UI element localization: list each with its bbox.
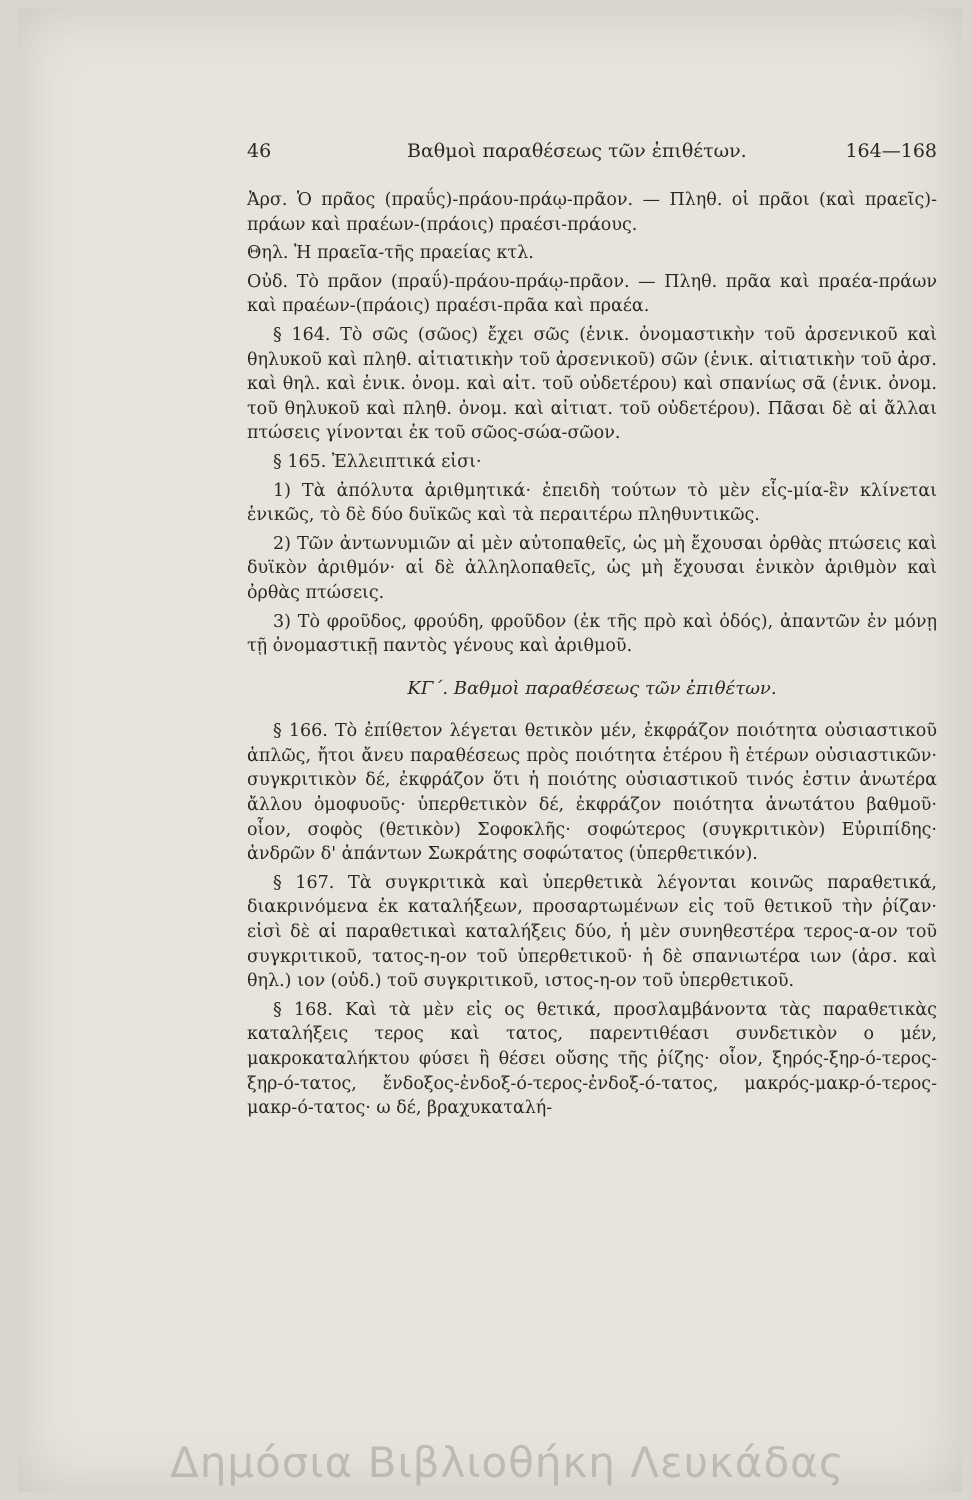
page-header [247,140,937,176]
paragraph-section-168: § 168. Καὶ τὰ μὲν εἰς ος θετικά, προσλαμβάνοντα τὰς παραθετικὰς καταλήξεις τερος καὶ τατος, παρεντιθέασι συνδετικὸν ο μέν, μακροκαταλήκτου φύσει ἢ θέσει οὔσης τῆς ῥίζης· οἷον, ξηρός-ξηρ-ό-τερος-ξηρ-ό-τατος, ἔνδοξος-ἐνδοξ-ό-τερος-ἐνδοξ-ό-τατος, μακρός-μακρ-ό-τερος-μακρ-ό-τατος· ω δέ, βραχυκαταλή- [247,999,937,1119]
running-title: Βαθμοὶ παραθέσεως τῶν ἐπιθέτων. [407,140,747,162]
paragraph-section-165: § 165. Ἐλλειπτικά εἰσι· [273,451,482,472]
page-number: 46 [247,140,272,162]
paragraph-section-164: § 164. Τὸ σῶς (σῶος) ἔχει σῶς (ἑνικ. ὀνομαστικὴν τοῦ ἀρσενικοῦ καὶ θηλυκοῦ καὶ πληθ. αἰτιατικὴν τοῦ ἀρσενικοῦ) σῶν (ἑνικ. αἰτιατικὴν τοῦ ἀρσ. καὶ θηλ. καὶ ἑνικ. ὀνομ. καὶ αἰτ. τοῦ οὐδετέρου) καὶ σπανίως σᾶ (ἑνικ. ὀνομ. τοῦ θηλυκοῦ καὶ πληθ. ὀνομ. καὶ αἰτιατ. τοῦ οὐδετέρου). Πᾶσαι δὲ αἱ ἄλλαι πτώσεις γίνονται ἐκ τοῦ σῶος-σώα-σῶον. [247,324,937,444]
paragraph-feminine-forms: Θηλ. Ἡ πραεῖα-τῆς πραείας κτλ. [247,243,534,264]
paragraph-165-item-2: 2) Τῶν ἀντωνυμιῶν αἱ μὲν αὐτοπαθεῖς, ὡς μὴ ἔχουσαι ὀρθὰς πτώσεις καὶ δυϊκὸν ἀριθμόν· αἱ δὲ ἀλληλοπαθεῖς, ὡς μὴ ἔχουσαι ἑνικὸν ἀριθμὸν καὶ ὀρθὰς πτώσεις. [247,533,937,603]
paragraph-section-167: § 167. Τὰ συγκριτικὰ καὶ ὑπερθετικὰ λέγονται κοινῶς παραθετικά, διακρινόμενα ἐκ καταλήξεων, προσαρτωμένων εἰς τοῦ θετικοῦ τὴν ῥίζαν· εἰσὶ δὲ αἱ παραθετικαὶ καταλήξεις δύο, ἡ μὲν συνηθεστέρα τερος-α-ον τοῦ συγκριτικοῦ, τατος-η-ον τοῦ ὑπερθετικοῦ· ἡ δὲ σπανιωτέρα ιων (ἀρσ. καὶ θηλ.) ιον (οὐδ.) τοῦ συγκριτικοῦ, ιστος-η-ον τοῦ ὑπερθετικοῦ. [247,872,937,992]
chapter-subheading: ΚΓ΄. Βαθμοὶ παραθέσεως τῶν ἐπιθέτων. [407,677,777,699]
paragraph-masculine-forms: Ἀρσ. Ὁ πρᾶος (πραΰς)-πράου-πράῳ-πρᾶον. — Πληθ. οἱ πρᾶοι (καὶ πραεῖς)-πράων καὶ πραέων-(πράοις) πραέσι-πράους. [247,190,937,235]
section-range: 164—168 [845,140,937,162]
paragraph-165-item-3: 3) Τὸ φροῦδος, φρούδη, φροῦδον (ἐκ τῆς πρὸ καὶ ὁδός), ἀπαντῶν ἐν μόνῃ τῇ ὀνομαστικῇ παντὸς γένους καὶ ἀριθμοῦ. [247,611,937,657]
paragraph-section-166: § 166. Τὸ ἐπίθετον λέγεται θετικὸν μέν, ἐκφράζον ποιότητα οὐσιαστικοῦ ἁπλῶς, ἤτοι ἄνευ παραθέσεως πρὸς ποιότητα ἑτέρου ἢ ἑτέρων οὐσιαστικῶν· συγκριτικὸν δέ, ἐκφράζον ὅτι ἡ ποιότης οὐσιαστικοῦ τινός ἐστιν ἀνωτέρα ἄλλου ὁμοφυοῦς· ὑπερθετικὸν δέ, ἐκφράζον ποιότητα ἀνωτάτου βαθμοῦ· οἷον, σοφὸς (θετικὸν) Σοφοκλῆς· σοφώτερος (συγκριτικὸν) Εὐριπίδης· ἀνδρῶν δ' ἁπάντων Σωκράτης σοφώτατος (ὑπερθετικόν). [247,721,937,865]
paragraph-165-item-1: 1) Τὰ ἀπόλυτα ἀριθμητικά· ἐπειδὴ τούτων τὸ μὲν εἷς-μία-ἓν κλίνεται ἑνικῶς, τὸ δὲ δύο δυϊκῶς καὶ τὰ περαιτέρω πληθυντικῶς. [247,480,937,526]
library-watermark: Δημόσια Βιβλιοθήκη Λευκάδας [170,1438,845,1487]
page-body [247,188,937,1125]
paragraph-neuter-forms: Οὐδ. Τὸ πρᾶον (πραΰ)-πράου-πράῳ-πρᾶον. — Πληθ. πρᾶα καὶ πραέα-πράων καὶ πραέων-(πράοις) πραέσι-πρᾶα καὶ πραέα. [247,271,937,317]
